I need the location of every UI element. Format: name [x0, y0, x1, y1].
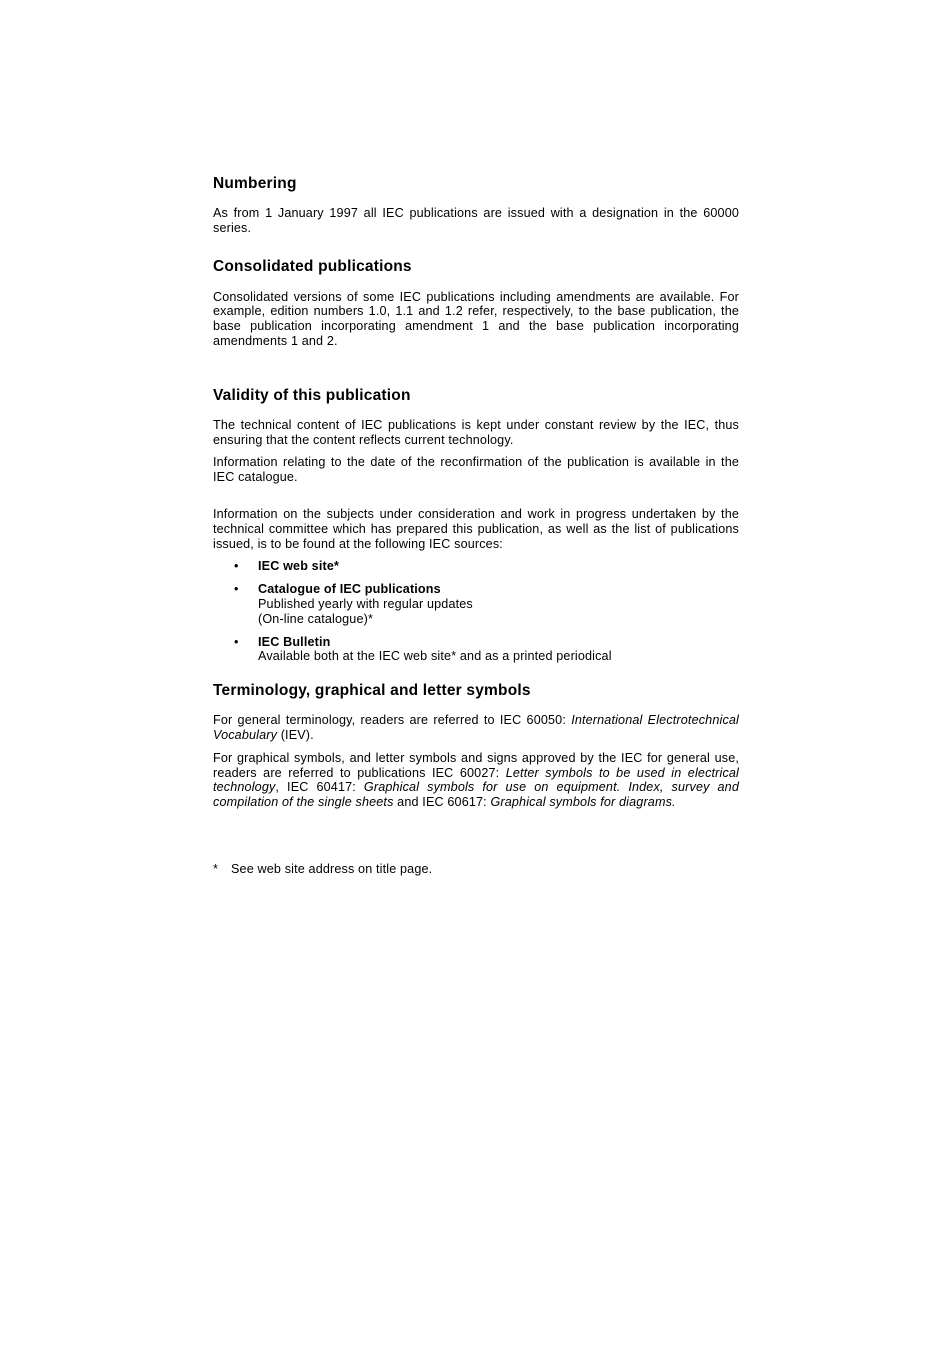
footnote [213, 862, 739, 877]
text-run: , IEC 60417: [275, 780, 364, 795]
footnote-mark: * [213, 861, 219, 876]
source-line: (On-line catalogue)* [258, 611, 374, 626]
source-line: Available both at the IEC web site* and as a printed periodical [258, 649, 612, 664]
text-run: For graphical symbols, and letter symbols and signs approved by the IEC for general use, readers are referred to publications IEC 60027: [213, 750, 739, 780]
numbering-body: As from 1 January 1997 all IEC publications are issued with a designation in the 60000 series. [213, 206, 739, 235]
text-run: and IEC 60617: [393, 795, 491, 810]
source-title: Catalogue of IEC publications [258, 582, 441, 597]
bullet-icon: • [234, 559, 239, 574]
section-consolidated-publications [213, 257, 739, 349]
heading-validity: Validity of this publication [213, 386, 411, 404]
text-run-italic: Graphical symbols for use on equipment. Index, survey and compilation of the single sheets [213, 780, 739, 810]
validity-paragraph-2: Information relating to the date of the reconfirmation of the publication is available in the IEC catalogue. [213, 455, 739, 485]
validity-paragraph-3: Information on the subjects under consideration and work in progress undertaken by the technical committee which has prepared this publication, as well as the list of publications issued, is to be found at the following IEC sources: [213, 506, 739, 551]
terminology-paragraph-2 [213, 751, 739, 810]
source-line: Published yearly with regular updates [258, 596, 473, 611]
terminology-paragraph-1 [213, 713, 739, 743]
footnote-text: See web site address on title page. [231, 861, 433, 876]
heading-consolidated-publications: Consolidated publications [213, 257, 412, 275]
source-title: IEC web site* [258, 559, 340, 574]
validity-paragraph-1: The technical content of IEC publications is kept under constant review by the IEC, thus ensuring that the content reflects current technology. [213, 417, 739, 447]
section-validity [213, 386, 739, 664]
source-title: IEC Bulletin [258, 634, 331, 649]
document-page [213, 174, 739, 877]
section-terminology [213, 681, 739, 810]
text-run-italic: International Electrotechnical Vocabulary [213, 713, 739, 742]
bullet-icon: • [234, 582, 239, 597]
iec-sources-list [213, 559, 739, 664]
heading-terminology: Terminology, graphical and letter symbols [213, 682, 531, 700]
list-item-catalogue [213, 582, 739, 626]
list-item-iec-web-site [213, 559, 739, 574]
heading-numbering: Numbering [213, 175, 297, 192]
bullet-icon: • [234, 634, 239, 649]
section-numbering [213, 174, 739, 236]
text-run-italic: Graphical symbols for diagrams. [490, 795, 676, 810]
text-run-italic: Letter symbols to be used in electrical technology [213, 765, 739, 795]
text-run: (IEV). [277, 727, 314, 742]
list-item-iec-bulletin [213, 635, 739, 665]
consolidated-body: Consolidated versions of some IEC publications including amendments are available. For example, edition numbers 1.0, 1.1 and 1.2 refer, respectively, to the base publication, the base publication incorporating amendment 1 and the base publication incorporating amendments 1 and 2. [213, 289, 739, 348]
text-run: For general terminology, readers are referred to IEC 60050: [213, 713, 572, 728]
